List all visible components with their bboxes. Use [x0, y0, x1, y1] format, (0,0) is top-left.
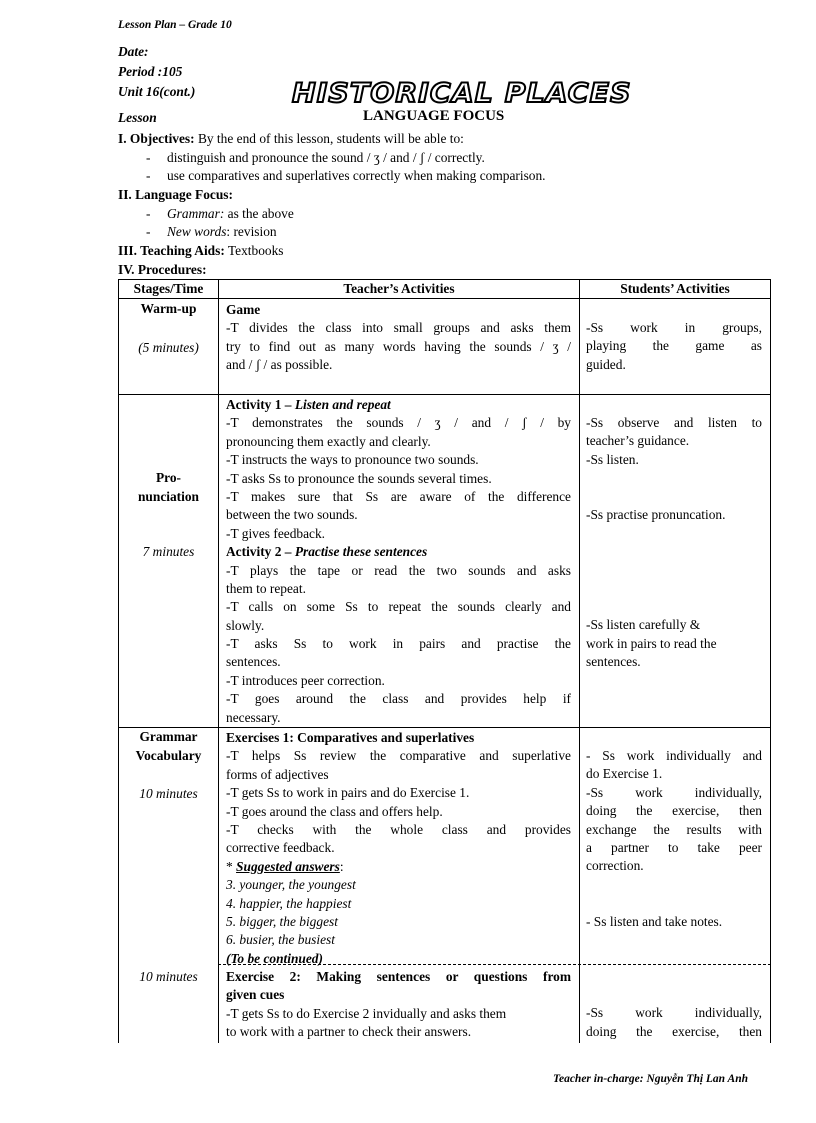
teacher-line: -T introduces peer correction. [226, 672, 385, 688]
exercise-1-title: Exercises 1: Comparatives and superlatives [226, 730, 475, 745]
exercise-2-title: given cues [226, 987, 285, 1003]
student-line: do Exercise 1. [586, 766, 663, 782]
time-grammar: 10 minutes [139, 786, 198, 801]
bullet: - [146, 206, 151, 221]
objective-item-text: distinguish and pronounce the sound / ʒ / and / ʃ / correctly. [167, 150, 485, 165]
exercise-2-title: Exercise 2: Making sentences or questions from [226, 969, 571, 985]
time-pronunciation: 7 minutes [142, 544, 195, 559]
student-line: - Ss work individually and [586, 748, 762, 763]
page-subtitle: LANGUAGE FOCUS [363, 108, 505, 124]
student-line: work in pairs to read the [586, 635, 717, 651]
activity-title: Game [226, 302, 261, 317]
objectives-heading: I. Objectives: By the end of this lesson, students will be able to: [118, 131, 464, 146]
student-line: -Ss work in groups, [586, 320, 762, 335]
teacher-line: necessary. [226, 709, 281, 725]
objective-item: - [146, 168, 151, 183]
teacher-line: -T gives feedback. [226, 525, 326, 541]
stage-pronunciation-2: nunciation [137, 489, 200, 504]
header-label: Lesson Plan – Grade 10 [118, 19, 232, 31]
new-words-item: New words: revision [167, 224, 277, 239]
teacher-line: -T helps Ss review the comparative and superlative [226, 748, 571, 764]
procedures-heading: IV. Procedures: [118, 262, 207, 277]
student-line: a partner to take peer [586, 839, 762, 855]
suggested-answers-label: * Suggested answers: [226, 858, 344, 874]
student-line: -Ss listen carefully & [586, 617, 701, 633]
student-line: -Ss observe and listen to [586, 415, 762, 430]
teacher-line: -T calls on some Ss to repeat the sounds clearly and [226, 599, 571, 615]
student-line: teacher’s guidance. [586, 433, 690, 449]
answer-line: 5. bigger, the biggest [226, 913, 338, 929]
teacher-line: -T checks with the whole class and provides [226, 821, 571, 837]
stage-pronunciation: Pro- [155, 470, 182, 485]
teacher-line: -T divides the class into small groups and asks them [226, 320, 571, 336]
time-warmup: (5 minutes) [138, 340, 199, 355]
student-line: -Ss work individually, [586, 784, 762, 800]
answer-line: 6. busier, the busiest [226, 932, 335, 948]
teacher-in-charge: Teacher in-charge: Nguyễn Thị Lan Anh [553, 1073, 748, 1085]
teacher-line: -T makes sure that Ss are aware of the difference [226, 488, 571, 504]
teacher-line: -T asks Ss to pronounce the sounds several times. [226, 470, 492, 486]
objective-item-text: use comparatives and superlatives correctly when making comparison. [167, 168, 546, 183]
teacher-line: pronouncing them exactly and clearly. [226, 433, 431, 449]
teacher-line: -T asks Ss to work in pairs and practise the [226, 636, 571, 652]
student-line: -Ss practise pronuncation. [586, 506, 726, 522]
students-grammar [586, 747, 762, 1041]
teacher-line: -T gets Ss to work in pairs and do Exercise 1. [226, 785, 470, 801]
answer-line: 3. younger, the youngest [226, 877, 356, 893]
teacher-line: them to repeat. [226, 580, 306, 596]
students-pronunciation [586, 414, 762, 671]
teacher-line: corrective feedback. [226, 840, 335, 856]
unit-label: Unit 16(cont.) [118, 84, 196, 99]
answer-line: 4. happier, the happiest [226, 895, 352, 911]
objective-item: - [146, 150, 151, 165]
student-line: doing the exercise, then [586, 803, 762, 819]
lesson-label: Lesson [118, 110, 157, 125]
teacher-line: slowly. [226, 617, 265, 633]
student-line: doing the exercise, then [586, 1023, 762, 1039]
activity-1-title: Activity 1 – Listen and repeat [226, 397, 391, 412]
language-focus-heading: II. Language Focus: [118, 187, 233, 202]
time-exercise-2: 10 minutes [139, 969, 198, 984]
student-line: -Ss work individually, [586, 1005, 762, 1021]
column-header-students: Students’ Activities [620, 281, 730, 296]
teacher-line: -T instructs the ways to pronounce two sounds. [226, 452, 479, 468]
continued-note: (To be continued) [226, 950, 323, 966]
period-label: Period :105 [118, 64, 183, 79]
activity-2-title: Activity 2 – Practise these sentences [226, 544, 428, 560]
teacher-line: -T goes around the class and offers help. [226, 803, 443, 819]
students-warmup [586, 319, 762, 374]
teacher-line: -T demonstrates the sounds / ʒ / and / ʃ / by [226, 415, 571, 431]
grammar-item: Grammar: as the above [167, 206, 294, 221]
student-line: exchange the results with [586, 821, 762, 837]
date-label: Date: [118, 44, 149, 59]
page-title: HISTORICAL PLACES [292, 78, 632, 109]
stage-grammar: Grammar [139, 729, 198, 744]
teacher-line: sentences. [226, 654, 281, 670]
stage-warmup: Warm-up [140, 301, 197, 316]
stage-vocabulary: Vocabulary [135, 748, 202, 763]
bullet: - [146, 224, 151, 239]
teacher-line: and / ʃ / as possible. [226, 357, 333, 373]
student-line: playing the game as [586, 338, 762, 354]
teacher-line: try to find out as many words having the sounds / ʒ / [226, 338, 571, 354]
teacher-warmup [226, 301, 571, 375]
teacher-pronunciation [226, 396, 571, 727]
student-line: guided. [586, 356, 626, 372]
student-line: - Ss listen and take notes. [586, 913, 723, 929]
teacher-line: forms of adjectives [226, 766, 329, 782]
teaching-aids: III. Teaching Aids: Textbooks [118, 243, 284, 258]
teacher-grammar [226, 729, 571, 1042]
column-header-stages: Stages/Time [133, 281, 204, 296]
teacher-line: between the two sounds. [226, 507, 358, 523]
teacher-line: -T gets Ss to do Exercise 2 invidually and asks them [226, 1005, 507, 1021]
column-header-teacher: Teacher’s Activities [343, 281, 455, 296]
student-line: correction. [586, 858, 644, 874]
student-line: -Ss listen. [586, 451, 639, 467]
teacher-line: -T plays the tape or read the two sounds and asks [226, 562, 571, 578]
student-line: sentences. [586, 654, 641, 670]
teacher-line: to work with a partner to check their answers. [226, 1024, 472, 1040]
teacher-line: -T goes around the class and provides help if [226, 691, 571, 707]
